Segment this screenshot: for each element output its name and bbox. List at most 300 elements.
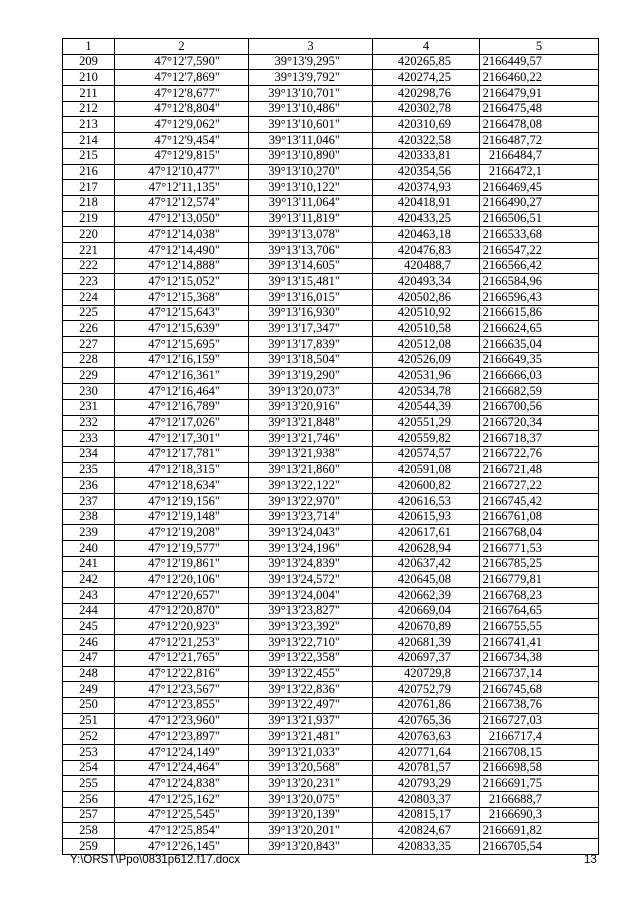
table-cell: 250 [63, 697, 115, 713]
table-cell: 2166700,56 [480, 399, 599, 415]
table-cell: 2166764,65 [480, 603, 599, 619]
table-cell: 235 [63, 462, 115, 478]
table-cell: 242 [63, 572, 115, 588]
table-cell: 47°12'15,639" [115, 321, 249, 337]
table-cell: 223 [63, 274, 115, 290]
table-cell: 420418,91 [373, 195, 480, 211]
table-row [63, 760, 599, 776]
table-header-row [63, 39, 599, 55]
table-cell: 255 [63, 776, 115, 792]
table-cell: 420265,85 [373, 54, 480, 70]
table-row [63, 368, 599, 384]
table-cell: 2166533,68 [480, 227, 599, 243]
table-cell: 2166720,34 [480, 415, 599, 431]
table-row [63, 446, 599, 462]
table-cell: 47°12'12,574" [115, 195, 249, 211]
table-row [63, 650, 599, 666]
coordinates-table [62, 38, 599, 855]
table-cell: 47°12'7,869" [115, 70, 249, 86]
table-cell: 2166768,04 [480, 525, 599, 541]
table-cell: 231 [63, 399, 115, 415]
table-cell: 39°13'21,481" [249, 729, 373, 745]
table-cell: 39°13'9,295" [249, 54, 373, 70]
table-cell: 47°12'19,861" [115, 556, 249, 572]
table-cell: 2166688,7 [480, 792, 599, 808]
table-row [63, 588, 599, 604]
table-cell: 47°12'16,361" [115, 368, 249, 384]
table-cell: 47°12'14,038" [115, 227, 249, 243]
table-cell: 226 [63, 321, 115, 337]
table-cell: 2166705,54 [480, 839, 599, 855]
table-row [63, 274, 599, 290]
table-cell: 39°13'18,504" [249, 352, 373, 368]
table-cell: 47°12'17,781" [115, 446, 249, 462]
table-cell: 420512,08 [373, 337, 480, 353]
table-cell: 2166771,53 [480, 541, 599, 557]
table-cell: 253 [63, 744, 115, 760]
table-cell: 2166566,42 [480, 258, 599, 274]
table-cell: 420559,82 [373, 431, 480, 447]
table-cell: 2166718,37 [480, 431, 599, 447]
table-cell: 39°13'21,746" [249, 431, 373, 447]
table-cell: 420433,25 [373, 211, 480, 227]
table-cell: 2166469,45 [480, 180, 599, 196]
table-row [63, 839, 599, 855]
table-row [63, 54, 599, 70]
table-row [63, 352, 599, 368]
table-row [63, 431, 599, 447]
table-cell: 47°12'15,643" [115, 305, 249, 321]
table-cell: 2166721,48 [480, 462, 599, 478]
table-cell: 2166484,7 [480, 148, 599, 164]
table-cell: 47°12'9,062" [115, 117, 249, 133]
table-cell: 2166785,25 [480, 556, 599, 572]
table-row [63, 525, 599, 541]
table-cell: 224 [63, 290, 115, 306]
table-cell: 47°12'23,855" [115, 697, 249, 713]
table-cell: 47°12'7,590" [115, 54, 249, 70]
table-cell: 420510,58 [373, 321, 480, 337]
table-row [63, 399, 599, 415]
table-cell: 39°13'23,714" [249, 509, 373, 525]
table-cell: 236 [63, 478, 115, 494]
table-cell: 420502,86 [373, 290, 480, 306]
table-cell: 2166624,65 [480, 321, 599, 337]
table-cell: 212 [63, 101, 115, 117]
table-cell: 47°12'8,677" [115, 86, 249, 102]
table-cell: 219 [63, 211, 115, 227]
table-cell: 39°13'17,839" [249, 337, 373, 353]
table-cell: 39°13'23,827" [249, 603, 373, 619]
table-row [63, 70, 599, 86]
table-cell: 2166682,59 [480, 384, 599, 400]
table-row [63, 101, 599, 117]
table-cell: 47°12'24,149" [115, 744, 249, 760]
table-cell: 420781,57 [373, 760, 480, 776]
table-cell: 210 [63, 70, 115, 86]
table-row [63, 635, 599, 651]
table-cell: 47°12'15,368" [115, 290, 249, 306]
column-header: 5 [480, 39, 599, 55]
table-row [63, 744, 599, 760]
table-cell: 249 [63, 682, 115, 698]
table-cell: 2166487,72 [480, 133, 599, 149]
table-cell: 241 [63, 556, 115, 572]
table-cell: 2166737,14 [480, 666, 599, 682]
table-cell: 47°12'18,634" [115, 478, 249, 494]
table-cell: 213 [63, 117, 115, 133]
table-cell: 420333,81 [373, 148, 480, 164]
table-row [63, 666, 599, 682]
column-header: 1 [63, 39, 115, 55]
table-row [63, 117, 599, 133]
table-cell: 420824,67 [373, 823, 480, 839]
table-cell: 420534,78 [373, 384, 480, 400]
table-cell: 39°13'22,836" [249, 682, 373, 698]
table-row [63, 478, 599, 494]
table-cell: 47°12'8,804" [115, 101, 249, 117]
table-cell: 420697,37 [373, 650, 480, 666]
footer-file-path: Y:\ORST\Ppo\0831p612.f17.docx [70, 854, 241, 866]
table-cell: 420833,35 [373, 839, 480, 855]
table-cell: 39°13'24,839" [249, 556, 373, 572]
table-cell: 47°12'15,052" [115, 274, 249, 290]
table-cell: 2166761,08 [480, 509, 599, 525]
table-cell: 47°12'24,464" [115, 760, 249, 776]
table-cell: 2166727,22 [480, 478, 599, 494]
table-row [63, 321, 599, 337]
table-row [63, 729, 599, 745]
table-cell: 2166768,23 [480, 588, 599, 604]
table-cell: 39°13'11,046" [249, 133, 373, 149]
table-cell: 47°12'18,315" [115, 462, 249, 478]
table-cell: 47°12'16,464" [115, 384, 249, 400]
table-cell: 420374,93 [373, 180, 480, 196]
table-cell: 2166691,82 [480, 823, 599, 839]
table-cell: 420600,82 [373, 478, 480, 494]
table-cell: 47°12'21,765" [115, 650, 249, 666]
table-cell: 218 [63, 195, 115, 211]
table-cell: 39°13'13,078" [249, 227, 373, 243]
table-cell: 245 [63, 619, 115, 635]
table-row [63, 823, 599, 839]
table-cell: 230 [63, 384, 115, 400]
table-cell: 47°12'24,838" [115, 776, 249, 792]
table-cell: 420765,36 [373, 713, 480, 729]
table-cell: 47°12'21,253" [115, 635, 249, 651]
table-cell: 420793,29 [373, 776, 480, 792]
table-cell: 2166738,76 [480, 697, 599, 713]
table-cell: 420531,96 [373, 368, 480, 384]
table-cell: 233 [63, 431, 115, 447]
table-cell: 234 [63, 446, 115, 462]
table-cell: 214 [63, 133, 115, 149]
table-cell: 2166741,41 [480, 635, 599, 651]
table-cell: 420761,86 [373, 697, 480, 713]
table-cell: 420322,58 [373, 133, 480, 149]
table-cell: 47°12'14,888" [115, 258, 249, 274]
table-cell: 47°12'25,545" [115, 807, 249, 823]
table-cell: 227 [63, 337, 115, 353]
table-row [63, 180, 599, 196]
table-cell: 47°12'26,145" [115, 839, 249, 855]
table-row [63, 290, 599, 306]
table-cell: 39°13'21,033" [249, 744, 373, 760]
table-cell: 420681,39 [373, 635, 480, 651]
table-cell: 420302,78 [373, 101, 480, 117]
table-cell: 217 [63, 180, 115, 196]
table-row [63, 227, 599, 243]
table-cell: 215 [63, 148, 115, 164]
table-cell: 39°13'22,710" [249, 635, 373, 651]
table-row [63, 603, 599, 619]
table-cell: 222 [63, 258, 115, 274]
table-cell: 2166584,96 [480, 274, 599, 290]
table-cell: 39°13'16,930" [249, 305, 373, 321]
table-cell: 420310,69 [373, 117, 480, 133]
table-row [63, 337, 599, 353]
table-cell: 232 [63, 415, 115, 431]
table-row [63, 493, 599, 509]
table-body [63, 54, 599, 854]
table-row [63, 86, 599, 102]
table-cell: 420628,94 [373, 541, 480, 557]
table-cell: 39°13'21,938" [249, 446, 373, 462]
table-cell: 39°13'21,937" [249, 713, 373, 729]
table-cell: 47°12'17,301" [115, 431, 249, 447]
table-row [63, 776, 599, 792]
table-cell: 420574,57 [373, 446, 480, 462]
table-cell: 420493,34 [373, 274, 480, 290]
table-row [63, 305, 599, 321]
table-cell: 221 [63, 242, 115, 258]
table-cell: 39°13'22,970" [249, 493, 373, 509]
table-row [63, 572, 599, 588]
table-cell: 47°12'23,897" [115, 729, 249, 745]
table-cell: 420803,37 [373, 792, 480, 808]
table-cell: 2166717,4 [480, 729, 599, 745]
table-cell: 244 [63, 603, 115, 619]
table-cell: 2166690,3 [480, 807, 599, 823]
table-cell: 39°13'22,497" [249, 697, 373, 713]
table-cell: 420551,29 [373, 415, 480, 431]
table-cell: 39°13'13,706" [249, 242, 373, 258]
table-cell: 2166596,43 [480, 290, 599, 306]
table-cell: 254 [63, 760, 115, 776]
table-cell: 2166615,86 [480, 305, 599, 321]
table-cell: 47°12'13,050" [115, 211, 249, 227]
table-row [63, 195, 599, 211]
table-cell: 420771,64 [373, 744, 480, 760]
table-cell: 259 [63, 839, 115, 855]
table-row [63, 713, 599, 729]
table-cell: 39°13'10,601" [249, 117, 373, 133]
table-cell: 420510,92 [373, 305, 480, 321]
table-cell: 47°12'23,567" [115, 682, 249, 698]
table-cell: 243 [63, 588, 115, 604]
table-cell: 2166479,91 [480, 86, 599, 102]
table-cell: 39°13'15,481" [249, 274, 373, 290]
table-cell: 2166475,48 [480, 101, 599, 117]
table-row [63, 541, 599, 557]
table-cell: 2166547,22 [480, 242, 599, 258]
table-row [63, 462, 599, 478]
table-cell: 39°13'21,860" [249, 462, 373, 478]
table-cell: 420752,79 [373, 682, 480, 698]
table-row [63, 509, 599, 525]
table-cell: 252 [63, 729, 115, 745]
table-cell: 2166755,55 [480, 619, 599, 635]
table-cell: 238 [63, 509, 115, 525]
table-cell: 39°13'17,347" [249, 321, 373, 337]
table-cell: 247 [63, 650, 115, 666]
table-cell: 420354,56 [373, 164, 480, 180]
table-cell: 237 [63, 493, 115, 509]
table-row [63, 807, 599, 823]
table-cell: 39°13'9,792" [249, 70, 373, 86]
table-cell: 239 [63, 525, 115, 541]
table-row [63, 242, 599, 258]
table-cell: 2166449,57 [480, 54, 599, 70]
table-cell: 209 [63, 54, 115, 70]
table-cell: 229 [63, 368, 115, 384]
table-cell: 47°12'25,854" [115, 823, 249, 839]
table-cell: 2166635,04 [480, 337, 599, 353]
table-cell: 2166490,27 [480, 195, 599, 211]
column-header: 4 [373, 39, 480, 55]
table-cell: 2166472,1 [480, 164, 599, 180]
table-cell: 39°13'22,455" [249, 666, 373, 682]
table-cell: 225 [63, 305, 115, 321]
table-cell: 240 [63, 541, 115, 557]
column-header: 3 [249, 39, 373, 55]
table-cell: 47°12'17,026" [115, 415, 249, 431]
table-cell: 39°13'20,139" [249, 807, 373, 823]
table-cell: 420662,39 [373, 588, 480, 604]
table-cell: 2166506,51 [480, 211, 599, 227]
table-cell: 47°12'25,162" [115, 792, 249, 808]
table-cell: 220 [63, 227, 115, 243]
table-cell: 47°12'19,156" [115, 493, 249, 509]
table-row [63, 258, 599, 274]
table-cell: 420616,53 [373, 493, 480, 509]
table-cell: 47°12'22,816" [115, 666, 249, 682]
column-header: 2 [115, 39, 249, 55]
table-cell: 39°13'20,843" [249, 839, 373, 855]
table-cell: 216 [63, 164, 115, 180]
table-row [63, 164, 599, 180]
table-cell: 39°13'24,572" [249, 572, 373, 588]
table-cell: 2166698,58 [480, 760, 599, 776]
table-cell: 256 [63, 792, 115, 808]
table-cell: 2166727,03 [480, 713, 599, 729]
table-cell: 420815,17 [373, 807, 480, 823]
table-cell: 39°13'20,201" [249, 823, 373, 839]
table-cell: 251 [63, 713, 115, 729]
table-cell: 47°12'20,923" [115, 619, 249, 635]
table-cell: 2166649,35 [480, 352, 599, 368]
table-cell: 2166460,22 [480, 70, 599, 86]
table-row [63, 619, 599, 635]
table-cell: 2166691,75 [480, 776, 599, 792]
table-row [63, 211, 599, 227]
table-cell: 39°13'22,358" [249, 650, 373, 666]
table-cell: 47°12'16,159" [115, 352, 249, 368]
table-cell: 39°13'19,290" [249, 368, 373, 384]
table-cell: 39°13'14,605" [249, 258, 373, 274]
table-cell: 39°13'24,004" [249, 588, 373, 604]
table-cell: 420669,04 [373, 603, 480, 619]
table-cell: 2166722,76 [480, 446, 599, 462]
table-row [63, 792, 599, 808]
table-cell: 39°13'20,231" [249, 776, 373, 792]
table-cell: 228 [63, 352, 115, 368]
table-cell: 420591,08 [373, 462, 480, 478]
table-cell: 420544,39 [373, 399, 480, 415]
table-cell: 39°13'10,701" [249, 86, 373, 102]
table-cell: 47°12'20,657" [115, 588, 249, 604]
table-cell: 420526,09 [373, 352, 480, 368]
table-cell: 47°12'14,490" [115, 242, 249, 258]
table-cell: 47°12'9,815" [115, 148, 249, 164]
table-cell: 47°12'10,477" [115, 164, 249, 180]
table-cell: 39°13'24,196" [249, 541, 373, 557]
table-cell: 39°13'20,073" [249, 384, 373, 400]
table-cell: 420729,8 [373, 666, 480, 682]
table-cell: 39°13'22,122" [249, 478, 373, 494]
table-cell: 211 [63, 86, 115, 102]
table-cell: 2166745,42 [480, 493, 599, 509]
table-cell: 47°12'20,870" [115, 603, 249, 619]
table-row [63, 556, 599, 572]
table-cell: 248 [63, 666, 115, 682]
table-cell: 39°13'23,392" [249, 619, 373, 635]
table-cell: 47°12'23,960" [115, 713, 249, 729]
table-cell: 2166734,38 [480, 650, 599, 666]
table-cell: 420463,18 [373, 227, 480, 243]
table-cell: 246 [63, 635, 115, 651]
table-cell: 2166478,08 [480, 117, 599, 133]
table-row [63, 384, 599, 400]
table-row [63, 133, 599, 149]
table-cell: 39°13'20,075" [249, 792, 373, 808]
table-row [63, 415, 599, 431]
table-cell: 47°12'9,454" [115, 133, 249, 149]
table-cell: 39°13'10,486" [249, 101, 373, 117]
table-cell: 420617,61 [373, 525, 480, 541]
table-row [63, 682, 599, 698]
table-cell: 39°13'20,568" [249, 760, 373, 776]
table-cell: 39°13'20,916" [249, 399, 373, 415]
table-cell: 39°13'10,122" [249, 180, 373, 196]
table-cell: 39°13'21,848" [249, 415, 373, 431]
table-cell: 47°12'19,208" [115, 525, 249, 541]
table-cell: 420298,76 [373, 86, 480, 102]
page-number: 13 [584, 854, 597, 866]
table-cell: 39°13'11,819" [249, 211, 373, 227]
table-cell: 47°12'16,789" [115, 399, 249, 415]
table-cell: 47°12'11,135" [115, 180, 249, 196]
table-cell: 2166745,68 [480, 682, 599, 698]
table-cell: 420637,42 [373, 556, 480, 572]
table-cell: 39°13'24,043" [249, 525, 373, 541]
table-cell: 420763,63 [373, 729, 480, 745]
table-cell: 39°13'16,015" [249, 290, 373, 306]
table-cell: 420274,25 [373, 70, 480, 86]
table-cell: 47°12'19,148" [115, 509, 249, 525]
table-cell: 420645,08 [373, 572, 480, 588]
table-cell: 420488,7 [373, 258, 480, 274]
